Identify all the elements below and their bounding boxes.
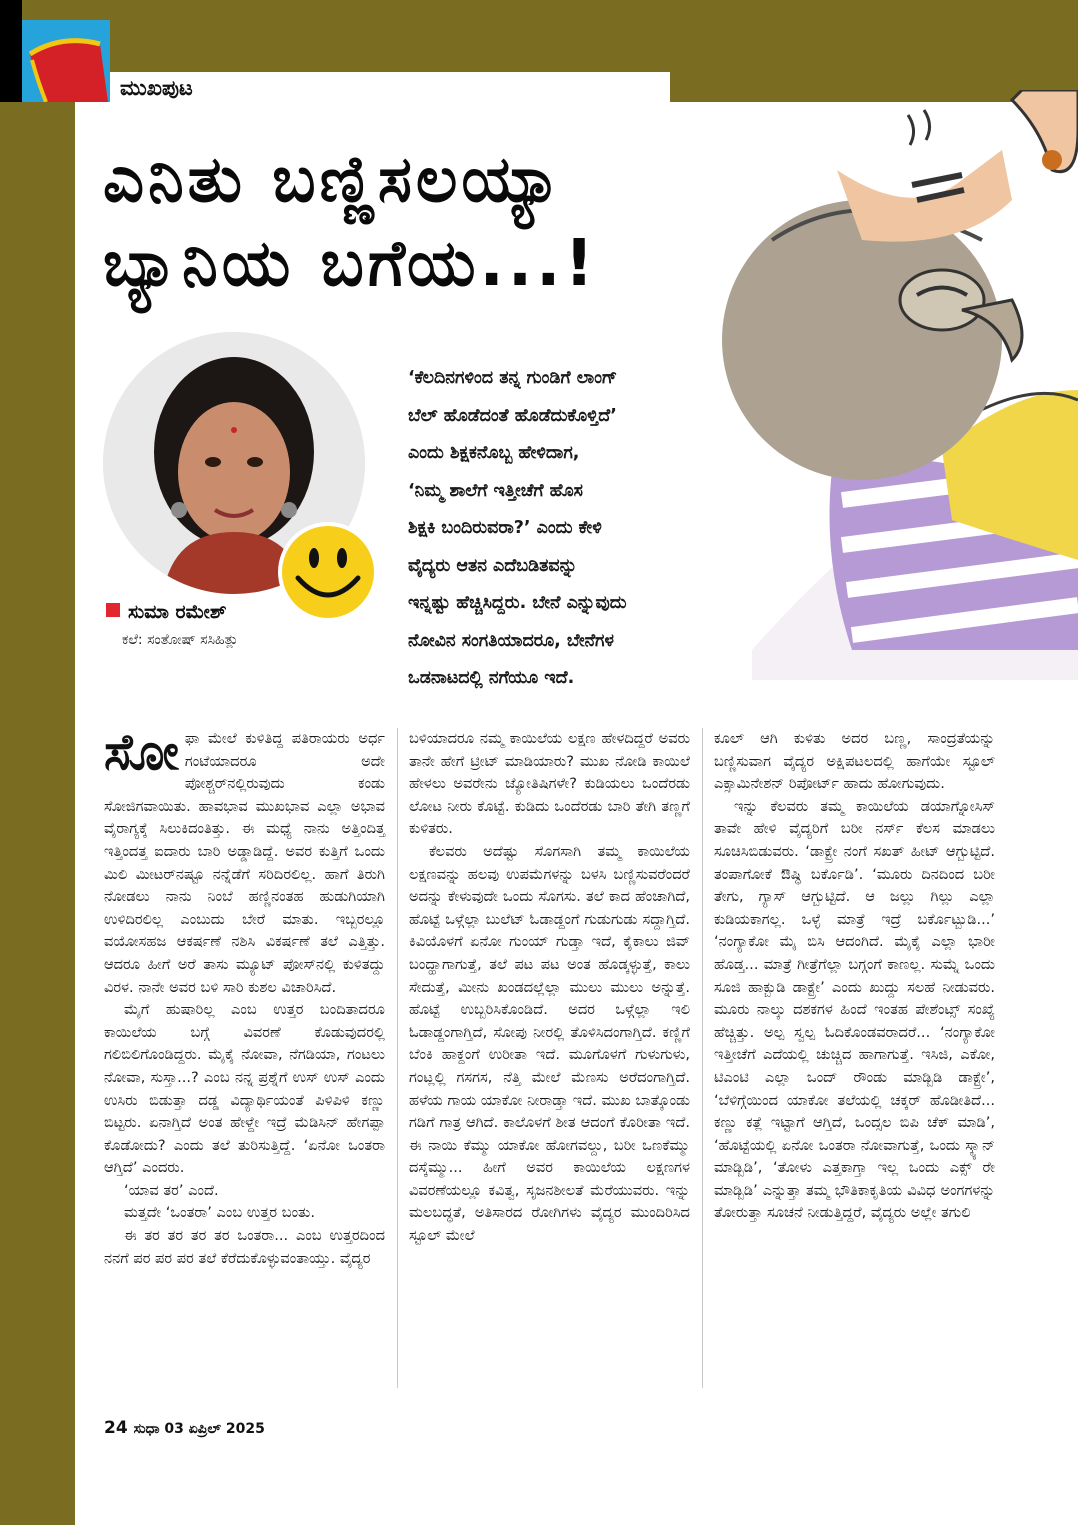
paragraph: ಈ ತರ ತರ ತರ ತರ ಒಂತರಾ... ಎಂಬ ಉತ್ತರದಿಂದ ನನಗೆ ಪರ ಪರ ಪರ ತಲೆ ಕೆರೆದುಕೊಳ್ಳುವಂತಾಯ್ತು. ವೈದ್ಯರ [104,1227,385,1267]
intro-blurb [408,360,728,698]
intro-line: ಇನ್ನಷ್ಟು ಹೆಚ್ಚಿಸಿದ್ದರು. ಬೇನೆ ಎನ್ನುವುದು [408,593,627,613]
paragraph-text: ಫಾ ಮೇಲೆ ಕುಳಿತಿದ್ದ ಪತಿರಾಯರು ಅರ್ಧ ಗಂಟೆಯಾದರೂ ಅದೇ ಪೋಶ್ಚರ್‌ನಲ್ಲಿರುವುದು ಕಂಡು ಸೋಜಿಗವಾಯಿತು. ಹಾವಭಾವ ಮುಖಭಾವ ಎಲ್ಲಾ ಅಭಾವ ವೈರಾಗ್ಯಕ್ಕೆ ಸಿಲುಕಿದಂತಿತ್ತು. ಈ ಮಧ್ಯೆ ನಾನು ಅತ್ತಿಂದಿತ್ತ ಇತ್ತಿಂದತ್ತ ಐದಾರು ಬಾರಿ ಅಡ್ಡಾಡಿದ್ದೆ. ಅವರ ಕುತ್ತಿಗೆ ಒಂದು ಮಿಲಿ ಮೀಟರ್‌ನಷ್ಟೂ ನನ್ನೆಡೆಗೆ ಸರಿದಿರಲಿಲ್ಲ. ಹಾಗೆ ತಿರುಗಿ ನೋಡಲು ನಾನು ನಿಂಬೆ ಹಣ್ಣಿನಂತಹ ಹುಡುಗಿಯಾಗಿ ಉಳಿದಿರಲಿಲ್ಲ ಎಂಬುದು ಬೇರೆ ಮಾತು. ಇಬ್ಬರಲ್ಲೂ ವಯೋಸಹಜ ಆಕರ್ಷಣೆ ನಶಿಸಿ ವಿಕರ್ಷಣೆ ತಲೆ ಎತ್ತಿತ್ತು. ಆದರೂ ಹೀಗೆ ಅರೆ ತಾಸು ಮ್ಯೂಟ್ ಪೋಸ್‌ನಲ್ಲಿ ಕುಳಿತದ್ದು ವಿರಳ. ನಾನೇ ಅವರ ಬಳಿ ಸಾರಿ ಕುಶಲ ವಿಚಾರಿಸಿದೆ. [104,730,385,996]
paragraph: ಮತ್ತದೇ ‘ಒಂತರಾ’ ಎಂಬ ಉತ್ತರ ಬಂತು. [124,1204,316,1222]
cartoon-illustration [712,90,1078,680]
intro-line: ‘ನಿಮ್ಮ ಶಾಲೆಗೆ ಇತ್ತೀಚೆಗೆ ಹೊಸ [408,480,583,501]
article-column-3 [714,728,995,1225]
magazine-logo [22,20,110,102]
headline-line-2: ಬ್ಯಾನಿಯ ಬಗೆಯ...! [103,227,598,301]
paragraph: ‘ಯಾವ ತರ’ ಎಂದೆ. [124,1181,219,1199]
section-label: ಮುಖಪುಟ [120,76,193,100]
headline [103,138,663,306]
drop-cap: ಸೋ [104,723,179,781]
paragraph: ಮೈಗೆ ಹುಷಾರಿಲ್ಲ ಎಂಬ ಉತ್ತರ ಬಂದಿತಾದರೂ ಕಾಯಿಲೆಯ ಬಗ್ಗೆ ವಿವರಣೆ ಕೊಡುವುದರಲ್ಲಿ ಗಲಿಬಿಲಿಗೊಂಡಿದ್ದರು. ಮೈಕೈ ನೋವಾ, ನೆಗಡಿಯಾ, ಗಂಟಲು ನೋವಾ, ಸುಸ್ತಾ...? ಎಂಬ ನನ್ನ ಪ್ರಶ್ನೆಗೆ ಉಸ್ ಉಸ್ ಎಂದು ಉಸಿರು ಬಿಡುತ್ತಾ ದಡ್ಡ ವಿದ್ಯಾರ್ಥಿಯಂತೆ ಪಿಳಿಪಿಳಿ ಕಣ್ಣು ಬಿಟ್ಟರು. ಏನಾಗ್ತಿದೆ ಅಂತ ಹೇಳ್ದೇ ಇದ್ರೆ ಮೆಡಿಸಿನ್ ಹೇಗಪ್ಪಾ ಕೊಡೋದು? ಎಂದು ತಲೆ ತುರಿಸುತ್ತಿದ್ದೆ. ‘ಏನೋ ಒಂತರಾ ಆಗ್ತಿದೆ’ ಎಂದರು. [104,1001,385,1177]
intro-line: ನೋವಿನ ಸಂಗತಿಯಾದರೂ, ಬೇನೆಗಳ [408,630,615,651]
corner-block [0,0,22,102]
red-square-icon [106,603,120,617]
article-column-1 [104,723,385,1270]
intro-line: ಎಂದು ಶಿಕ್ಷಕನೊಬ್ಬ ಹೇಳಿದಾಗ, [408,443,580,463]
paragraph: ಕೂಲ್ ಆಗಿ ಕುಳಿತು ಅದರ ಬಣ್ಣ, ಸಾಂದ್ರತೆಯನ್ನು ಬಣ್ಣಿಸುವಾಗ ವೈದ್ಯರ ಅಕ್ಷಿಪಟಲದಲ್ಲಿ ಹಾಗೆಯೇ ಸ್ಟೂಲ್ ಎಕ್ಸಾಮಿನೇಶನ್ ರಿಪೋರ್ಟ್ ಹಾದು ಹೋಗುವುದು. [714,730,995,793]
art-credit: ಕಲೆ: ಸಂತೋಷ್ ಸಸಿಹಿತ್ಲು [122,632,239,648]
intro-line: ಶಿಕ್ಷಕಿ ಬಂದಿರುವರಾ?’ ಎಂದು ಕೇಳಿ [408,518,602,538]
section-bar [110,72,670,102]
article-column-2 [409,728,690,1248]
page-footer [104,1418,265,1438]
intro-line: ‘ಕೆಲದಿನಗಳಿಂದ ತನ್ನ ಗುಂಡಿಗೆ ಲಾಂಗ್ [408,368,618,388]
headline-line-1: ಎನಿತು ಬಣ್ಣಿಸಲಯ್ಯಾ [103,143,566,217]
smiley-icon [276,520,380,624]
author-name [106,601,226,623]
intro-line: ವೈದ್ಯರು ಆತನ ಎದೆಬಡಿತವನ್ನು [408,555,578,576]
intro-line: ಬೆಲ್ ಹೊಡೆದಂತೆ ಹೊಡೆದುಕೊಳ್ತಿದೆ’ [408,405,617,426]
paragraph: ಇನ್ನು ಕೆಲವರು ತಮ್ಮ ಕಾಯಿಲೆಯ ಡಯಾಗ್ನೋಸಿಸ್ ತಾವೇ ಹೇಳಿ ವೈದ್ಯರಿಗೆ ಬರೀ ನರ್ಸ್ ಕೆಲಸ ಮಾಡಲು ಸೂಚಿಸಿಬಿಡುವರು. ‘ಡಾಕ್ಟ್ರೇ ನಂಗೆ ಸಖತ್ ಹೀಟ್ ಆಗ್ಬುಟ್ಟಿದೆ. ತಂಪಾಗೋಕೆ ಔಷ್ಧಿ ಬರ್ಕೊಡಿ’. ‘ಮೂರು ದಿನದಿಂದ ಬರೀ ತೇಗು, ಗ್ಯಾಸ್ ಆಗ್ಬುಟ್ಟಿದೆ. ಆ ಜಲ್ಲು ಗಿಲ್ಲು ಎಲ್ಲಾ ಕುಡಿಯಕಾಗಲ್ಲ. ಒಳ್ಳೆ ಮಾತ್ರೆ ಇದ್ರೆ ಬರ್ಕೊಟ್ಬುಡಿ...’ ‘ನಂಗ್ಯಾಕೋ ಮೈ ಬಿಸಿ ಆದಂಗಿದೆ. ಮೈಕೈ ಎಲ್ಲಾ ಭಾರೀ ಹೊಡ್ತ... ಮಾತ್ರೆ ಗೀತ್ರೆಗೆಲ್ಲಾ ಬಗ್ಗಂಗೆ ಕಾಣಲ್ಲ. ಸುಮ್ನೆ ಒಂದು ಸೂಜಿ ಹಾಕ್ಬುಡಿ ಡಾಕ್ಟ್ರೇ’ ಎಂದು ಖುದ್ದು ಸಲಹೆ ನೀಡುವರು. ಮೂರು ನಾಲ್ಕು ದಶಕಗಳ ಹಿಂದೆ ಇಂತಹ ಪೇಶೆಂಟ್ಸ್ ಸಂಖ್ಯೆ ಹೆಚ್ಚಿತ್ತು. ಅಲ್ಪ ಸ್ವಲ್ಪ ಓದಿಕೊಂಡವರಾದರೆ... ‘ನಂಗ್ಯಾಕೋ ಇತ್ತೀಚೆಗೆ ಎದೆಯಲ್ಲಿ ಚುಚ್ಚಿದ ಹಾಗಾಗುತ್ತೆ. ಇಸಿಜಿ, ಎಕೋ, ಟಿಎಂಟಿ ಎಲ್ಲಾ ಒಂದ್ ರೌಂಡು ಮಾಡ್ಬಿಡಿ ಡಾಕ್ಟ್ರೇ’, ‘ಬೆಳಿಗ್ಗೆಯಿಂದ ಯಾಕೋ ತಲೆಯಲ್ಲಿ ಚಕ್ಕರ್ ಹೊಡೀತಿದೆ... ಕಣ್ಣು ಕತ್ಲೆ ಇಟ್ಟಾಗೆ ಆಗ್ತಿದೆ, ಒಂದ್ಸಲ ಬಿಪಿ ಚೆಕ್ ಮಾಡಿ’, ‘ಹೊಟ್ಟೆಯಲ್ಲಿ ಏನೋ ಒಂತರಾ ನೋವಾಗುತ್ತೆ, ಒಂದು ಸ್ಕ್ಯಾನ್ ಮಾಡ್ಬಿಡಿ’, ‘ತೋಳು ಎತ್ತಕಾಗ್ತಾ ಇಲ್ಲ ಒಂದು ಎಕ್ಸ್ ರೇ ಮಾಡ್ಬಿಡಿ’ ಎನ್ನುತ್ತಾ ತಮ್ಮ ಭೌತಿಕಾಕೃತಿಯ ವಿವಿಧ ಅಂಗಗಳನ್ನು ತೋರುತ್ತಾ ಸೂಚನೆ ನೀಡುತ್ತಿದ್ದರೆ, ವೈದ್ಯರು ಅಲ್ಲೇ ತಗುಲಿ [714,797,995,1222]
intro-line: ಒಡನಾಟದಲ್ಲಿ ನಗೆಯೂ ಇದೆ. [408,668,575,688]
page-number: 24 [104,1418,128,1438]
paragraph: ಬಳಿಯಾದರೂ ನಮ್ಮ ಕಾಯಿಲೆಯ ಲಕ್ಷಣ ಹೇಳದಿದ್ದರೆ ಅವರು ತಾನೇ ಹೇಗೆ ಟ್ರೀಟ್ ಮಾಡಿಯಾರು? ಮುಖ ನೋಡಿ ಕಾಯಿಲೆ ಹೇಳಲು ಅವರೇನು ಜ್ಯೋತಿಷಿಗಳೇ? ಕುಡಿಯಲು ಒಂದೆರಡು ಲೋಟ ನೀರು ಕೊಟ್ಟೆ. ಕುಡಿದು ಒಂದೆರಡು ಬಾರಿ ತೇಗಿ ತಣ್ಣಗೆ ಕುಳಿತರು. [409,730,690,838]
paragraph: ಕೆಲವರು ಅದೆಷ್ಟು ಸೊಗಸಾಗಿ ತಮ್ಮ ಕಾಯಿಲೆಯ ಲಕ್ಷಣವನ್ನು ಹಲವು ಉಪಮೆಗಳನ್ನು ಬಳಸಿ ಬಣ್ಣಿಸುವರೆಂದರೆ ಅದನ್ನು ಕೇಳುವುದೇ ಒಂದು ಸೊಗಸು. ತಲೆ ಕಾದ ಹೆಂಚಾಗಿದೆ, ಹೊಟ್ಟೆ ಒಳ್ಗೆಲ್ಲಾ ಬುಲೆಟ್ ಓಡಾಡ್ದಂಗೆ ಗುಡುಗುಡು ಸದ್ದಾಗ್ತಿದೆ. ಕಿವಿಯೊಳಗೆ ಏನೋ ಗುಂಯ್ ಗುಡ್ತಾ ಇದೆ, ಕೈಕಾಲು ಜಿವ್ ಬಂದ್ಹಾಗಾಗುತ್ತೆ, ತಲೆ ಪಟ ಪಟ ಅಂತ ಹೊಡ್ಕಳ್ಳುತ್ತೆ, ಕಾಲು ಸೇದುತ್ತೆ, ಮೀನು ಖಂಡದಲ್ಲೆಲ್ಲಾ ಮುಲು ಮುಲು ಅನ್ನುತ್ತೆ. ಹೊಟ್ಟೆ ಉಬ್ಬರಿಸಿಕೊಂಡಿದೆ. ಅದರ ಒಳ್ಗೆಲ್ಲಾ ಇಲಿ ಓಡಾಡ್ದಂಗಾಗ್ತಿದೆ, ಸೋಪು ನೀರಲ್ಲಿ ತೊಳಿಸಿದಂಗಾಗ್ತಿದೆ. ಕಣ್ಣಿಗೆ ಬೆಂಕಿ ಹಾಕ್ದಂಗೆ ಉರೀತಾ ಇದೆ. ಮೂಗೊಳಗೆ ಗುಳುಗುಳು, ಗಂಟ್ಲಲ್ಲಿ ಗಸಗಸ, ನೆತ್ತಿ ಮೇಲೆ ಮೆಣಸು ಅರೆದಂಗಾಗ್ತಿದೆ. ಹಳೆಯ ಗಾಯ ಯಾಕೋ ನೀರಾಡ್ತಾ ಇದೆ. ಮುಖ ಬಾತ್ಕೊಂಡು ಗಡಿಗೆ ಗಾತ್ರ ಆಗಿದೆ. ಕಾಲೊಳಗೆ ಶೀತ ಆದಂಗೆ ಕೊರೀತಾ ಇದೆ. ಈ ನಾಯಿ ಕೆಮ್ಮು ಯಾಕೋ ಹೋಗವಲ್ದು, ಬರೀ ಒಣಕೆಮ್ಮು ದಸ್ಕೆಮ್ಮು... ಹೀಗೆ ಅವರ ಕಾಯಿಲೆಯ ಲಕ್ಷಣಗಳ ವಿವರಣೆಯಲ್ಲೂ ಕವಿತ್ವ, ಸೃಜನಶೀಲತೆ ಮೆರೆಯುವರು. ಇನ್ನು ಮಲಬದ್ಧತೆ, ಅತಿಸಾರದ ರೋಗಿಗಳು ವೈದ್ಯರ ಮುಂದಿರಿಸಿದ ಸ್ಟೂಲ್ ಮೇಲೆ [409,842,690,1245]
left-margin-band [0,0,75,1525]
paragraph [104,723,385,999]
article-body [104,723,996,1388]
author-name-text: ಸುಮಾ ರಮೇಶ್ [128,601,227,623]
publication-info: ಸುಧಾ 03 ಏಪ್ರಿಲ್ 2025 [133,1421,265,1437]
